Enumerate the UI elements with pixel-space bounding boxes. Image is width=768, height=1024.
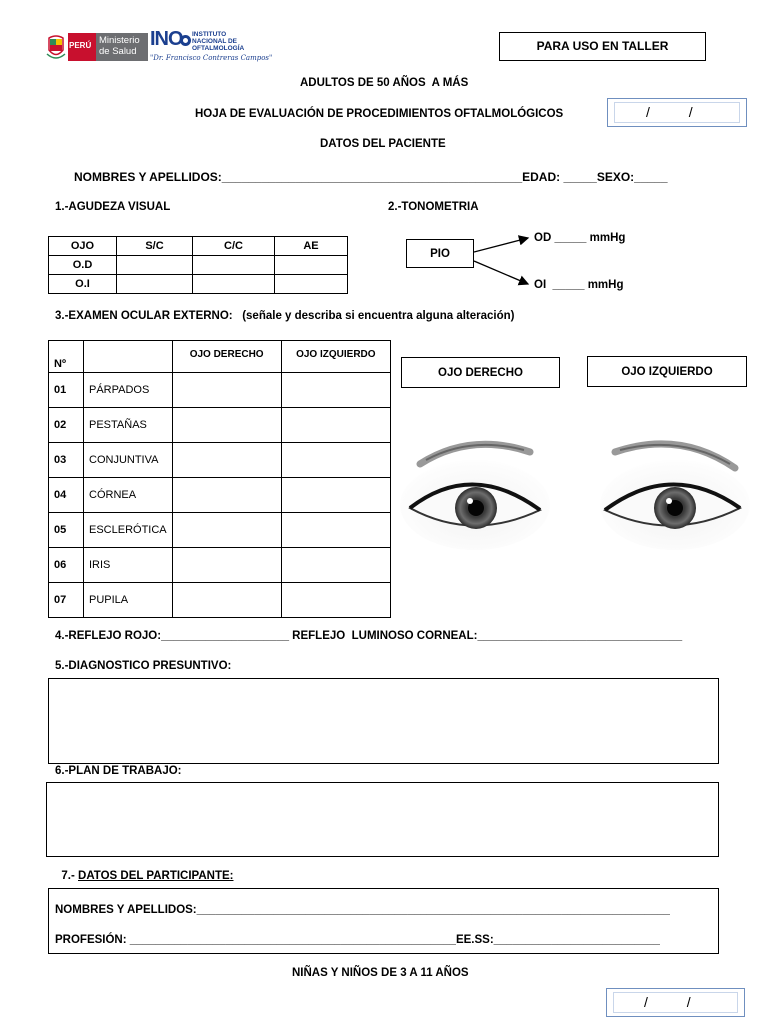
exam-row-label: PÁRPADOS xyxy=(84,373,173,408)
va-col-eye: OJO xyxy=(49,237,117,256)
date-placeholder-bottom: / / xyxy=(644,994,691,1010)
peru-label: PERÚ xyxy=(69,41,92,50)
exam-col-left xyxy=(281,341,390,373)
exam-cell-right[interactable] xyxy=(172,548,281,583)
tonometry-od[interactable]: OD _____ mmHg xyxy=(534,232,626,244)
tonometry-heading: 2.-TONOMETRIA xyxy=(388,201,479,213)
footer-children-title: NIÑAS Y NIÑOS DE 3 A 11 AÑOS xyxy=(292,967,469,979)
ino-logo xyxy=(150,28,273,66)
va-col-ae: AE xyxy=(275,237,348,256)
exam-row-label: CÓRNEA xyxy=(84,478,173,513)
table-row xyxy=(49,583,391,618)
exam-row-num: 02 xyxy=(49,408,84,443)
ministry-label: Ministerio de Salud xyxy=(99,35,140,57)
va-col-cc: C/C xyxy=(193,237,275,256)
diagnosis-heading: 5.-DIAGNOSTICO PRESUNTIVO: xyxy=(55,660,232,672)
right-eye-image xyxy=(400,444,550,550)
exam-row-label: IRIS xyxy=(84,548,173,583)
exam-cell-left[interactable] xyxy=(281,548,390,583)
exam-cell-right[interactable] xyxy=(172,408,281,443)
peru-ministry-logo xyxy=(46,31,148,63)
patient-name-line[interactable]: NOMBRES Y APELLIDOS:_____________________________________________EDAD: _____SEXO:_____ xyxy=(74,170,668,184)
ino-line-2: NACIONAL DE xyxy=(192,38,238,45)
exam-cell-right[interactable] xyxy=(172,513,281,548)
ino-motto: "Dr. Francisco Contreras Campos" xyxy=(150,54,273,62)
right-eye-box-label: OJO DERECHO xyxy=(438,367,523,379)
va-row-od: O.D xyxy=(49,256,117,275)
exam-cell-left[interactable] xyxy=(281,373,390,408)
table-row xyxy=(49,443,391,478)
ino-logo-text: INO xyxy=(150,28,183,50)
title-adults: ADULTOS DE 50 AÑOS A MÁS xyxy=(300,77,469,89)
participant-heading-text: DATOS DEL PARTICIPANTE: xyxy=(78,870,234,882)
exam-col-right xyxy=(172,341,281,373)
plan-box[interactable] xyxy=(46,782,719,857)
exam-col-num-label: Nº xyxy=(54,358,66,370)
arrow-to-od xyxy=(474,238,528,252)
pio-box xyxy=(406,239,474,268)
exam-row-num: 07 xyxy=(49,583,84,618)
va-col-sc: S/C xyxy=(117,237,193,256)
left-eye-box xyxy=(587,356,747,387)
table-row xyxy=(49,478,391,513)
exam-col-right-label: OJO DERECHO xyxy=(189,349,264,360)
table-row xyxy=(49,408,391,443)
pio-label: PIO xyxy=(430,248,450,260)
external-exam-table xyxy=(48,340,391,618)
date-field-bottom[interactable] xyxy=(606,988,745,1017)
left-eye-box-label: OJO IZQUIERDO xyxy=(621,366,713,378)
va-oi-sc[interactable] xyxy=(117,275,193,294)
va-row-oi: O.I xyxy=(49,275,117,294)
exam-row-label: CONJUNTIVA xyxy=(84,443,173,478)
va-od-sc[interactable] xyxy=(117,256,193,275)
exam-cell-right[interactable] xyxy=(172,583,281,618)
exam-row-label: PUPILA xyxy=(84,583,173,618)
participant-box xyxy=(48,888,719,954)
external-exam-heading: 3.-EXAMEN OCULAR EXTERNO: (señale y describa si encuentra alguna alteración) xyxy=(55,310,515,322)
participant-profession-line[interactable]: PROFESIÓN: ___________________________________________________EE.SS:__________________________ xyxy=(55,934,660,946)
ino-line-3: OFTALMOLOGÍA xyxy=(192,45,245,52)
table-row xyxy=(49,548,391,583)
participant-heading-num: 7.- xyxy=(61,870,79,882)
coat-of-arms-icon xyxy=(46,32,66,62)
participant-name-line[interactable]: NOMBRES Y APELLIDOS:__________________________________________________________________________ xyxy=(55,904,670,916)
exam-row-num: 03 xyxy=(49,443,84,478)
exam-row-num: 06 xyxy=(49,548,84,583)
exam-cell-right[interactable] xyxy=(172,373,281,408)
exam-cell-left[interactable] xyxy=(281,443,390,478)
table-row xyxy=(49,373,391,408)
exam-cell-left[interactable] xyxy=(281,478,390,513)
eyes-illustration xyxy=(400,430,750,555)
exam-col-left-label: OJO IZQUIERDO xyxy=(296,349,376,360)
exam-cell-left[interactable] xyxy=(281,408,390,443)
date-field-top[interactable] xyxy=(607,98,747,127)
table-row xyxy=(49,513,391,548)
title-patient-data: DATOS DEL PACIENTE xyxy=(320,138,446,150)
exam-cell-right[interactable] xyxy=(172,443,281,478)
visual-acuity-heading: 1.-AGUDEZA VISUAL xyxy=(55,201,171,213)
right-eye-box xyxy=(401,357,560,388)
workshop-box xyxy=(499,32,706,61)
ino-line-1: INSTITUTO xyxy=(192,31,227,38)
exam-row-num: 05 xyxy=(49,513,84,548)
exam-row-num: 01 xyxy=(49,373,84,408)
exam-cell-right[interactable] xyxy=(172,478,281,513)
participant-heading xyxy=(55,858,234,882)
va-od-ae[interactable] xyxy=(275,256,348,275)
exam-row-label: PESTAÑAS xyxy=(84,408,173,443)
exam-row-label: ESCLERÓTICA xyxy=(84,513,173,548)
exam-cell-left[interactable] xyxy=(281,583,390,618)
arrow-to-oi xyxy=(474,261,528,284)
exam-cell-left[interactable] xyxy=(281,513,390,548)
workshop-label: PARA USO EN TALLER xyxy=(536,39,669,53)
title-sheet: HOJA DE EVALUACIÓN DE PROCEDIMIENTOS OFTALMOLÓGICOS xyxy=(195,108,564,120)
plan-heading: 6.-PLAN DE TRABAJO: xyxy=(55,765,182,777)
reflex-line[interactable]: 4.-REFLEJO ROJO:____________________ REFLEJO LUMINOSO CORNEAL:________________________________ xyxy=(55,630,683,642)
diagnosis-box[interactable] xyxy=(48,678,719,764)
date-placeholder-top: / / xyxy=(646,104,693,120)
va-oi-cc[interactable] xyxy=(193,275,275,294)
pio-arrows xyxy=(474,232,534,292)
visual-acuity-table xyxy=(48,236,348,294)
tonometry-oi[interactable]: OI _____ mmHg xyxy=(534,279,624,291)
exam-row-num: 04 xyxy=(49,478,84,513)
left-eye-image xyxy=(600,444,750,550)
ino-eye-icon xyxy=(180,35,191,46)
va-od-cc[interactable] xyxy=(193,256,275,275)
va-oi-ae[interactable] xyxy=(275,275,348,294)
exam-col-item xyxy=(84,341,173,373)
exam-col-num xyxy=(49,341,84,373)
